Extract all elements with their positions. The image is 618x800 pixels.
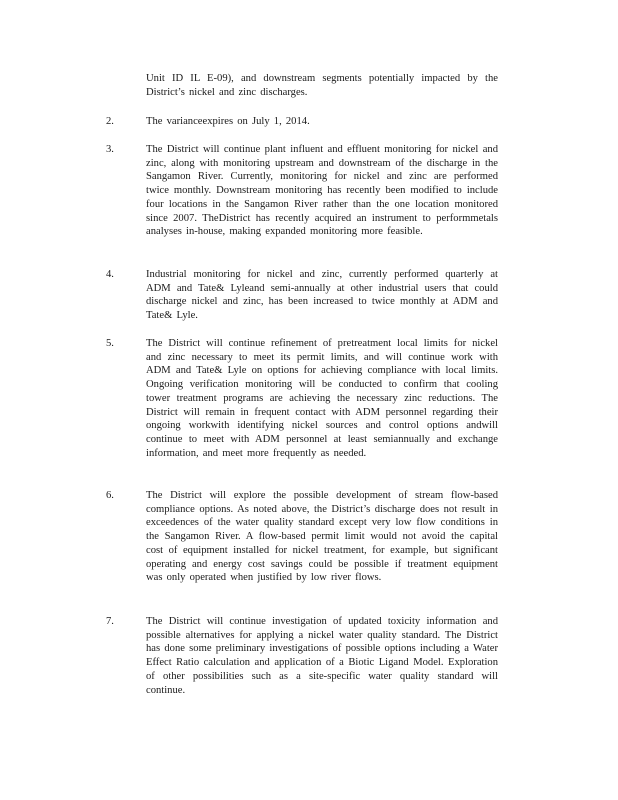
item-text: Industrial monitoring for nickel and zinc, currently performed quarterly at ADM and Tate& Lyleand semi-annually at other industrial users that could discharge nickel and zinc, has been increased to twice monthly at ADM and Tate& Lyle. [146,269,498,322]
paragraph-text: Unit ID IL E-09), and downstream segments potentially impacted by the District’s nickel and zinc discharges. [146,73,498,98]
item-number: 5. [106,338,114,349]
item-number: 2. [106,116,114,127]
item-text: The District will continue investigation of updated toxicity information and possible alternatives for applying a nickel water quality standard. The District has done some preliminary investigations of possible options including a Water Effect Ratio calculation and application of a Biotic Ligand Model. Exploration of other possibilities such as a site-specific water quality standard will continue. [146,616,498,696]
item-text: The District will continue plant influent and effluent monitoring for nickel and zinc, along with monitoring upstream and downstream of the discharge in the Sangamon River. Currently, monitoring for nickel and zinc are performed twice monthly. Downstream monitoring has recently been modified to include four locations in the Sangamon River rather than the one location monitored since 2007. TheDistrict has recently acquired an instrument to performmetals analyses in-house, making expanded monitoring more feasible. [146,144,498,238]
item-number: 3. [106,144,114,155]
item-number: 6. [106,490,114,501]
item-text: The District will continue refinement of pretreatment local limits for nickel and zinc necessary to meet its permit limits, and will continue work with ADM and Tate& Lyle on options for achieving compliance with local limits. Ongoing verification monitoring will be conducted to confirm that cooling tower treatment programs are achieving the necessary zinc reductions. The District will remain in frequent contact with ADM personnel regarding their ongoing workwith identifying nickel sources and control options andwill continue to meet with ADM personnel at least semiannually and exchange information, and meet more frequently as needed. [146,338,498,459]
item-text: The varianceexpires on July 1, 2014. [146,116,310,127]
item-number: 7. [106,616,114,627]
item-text: The District will explore the possible development of stream flow-based compliance options. As noted above, the District’s discharge does not result in exceedences of the water quality standard except very low flow conditions in the Sangamon River. A flow-based permit limit would not avoid the capital cost of equipment installed for nickel treatment, for example, but significant operating and energy cost savings could be possible if treatment equipment was only operated when justified by low river flows. [146,490,498,584]
item-number: 4. [106,269,114,280]
